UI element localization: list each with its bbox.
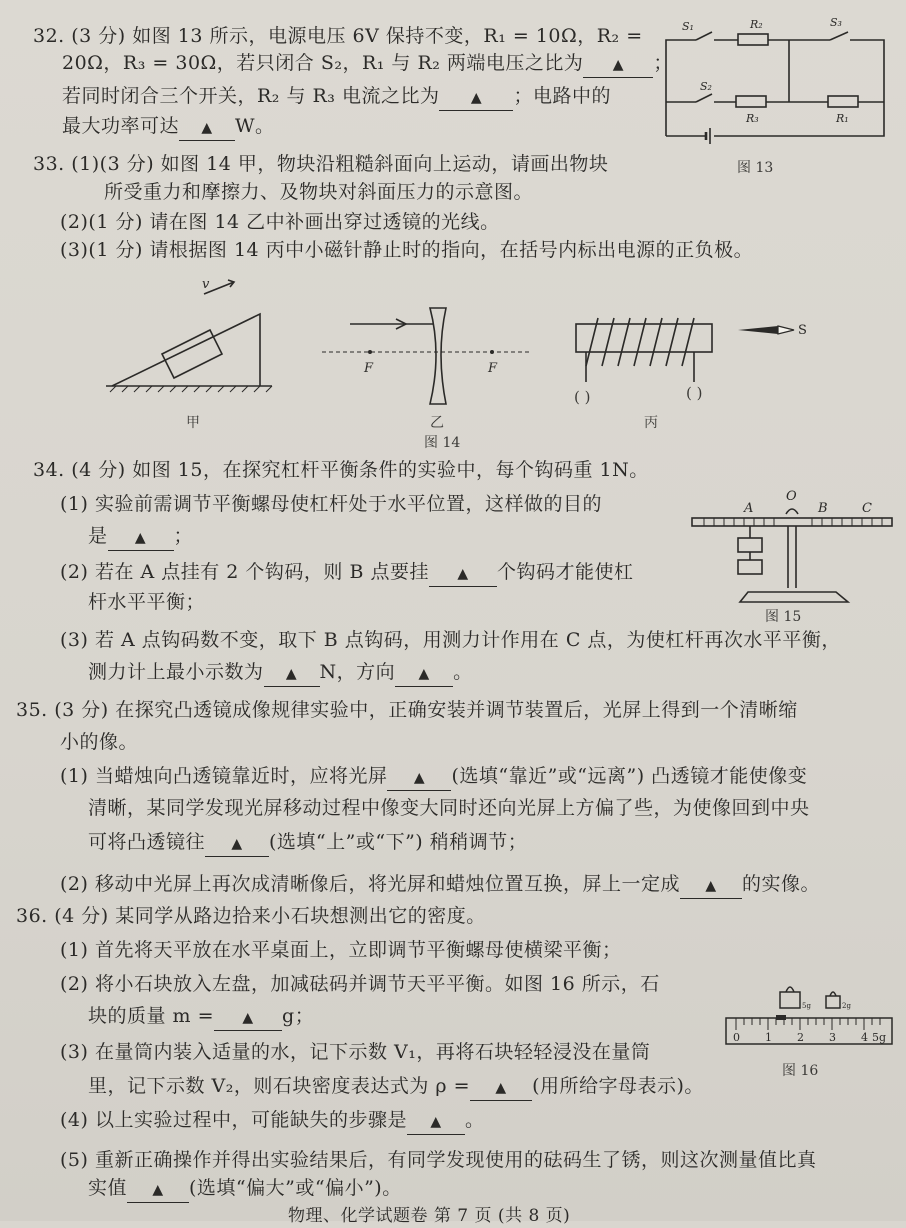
q33-line1: 33. (1)(3 分) 如图 14 甲，物块沿粗糙斜面向上运动，请画出物块: [33, 153, 609, 175]
label-s1: S₁: [682, 20, 694, 33]
q35-line1: 35. (3 分) 在探究凸透镜成像规律实验中，正确安装并调节装置后，光屏上得到一个清晰缩: [16, 699, 798, 721]
page-footer: 物理、化学试题卷 第 7 页 (共 8 页): [288, 1206, 571, 1226]
answer-blank[interactable]: ▲: [395, 660, 453, 687]
q36-line6: 里，记下示数 V₂，则石块密度表达式为 ρ = ▲ (用所给字母表示)。: [88, 1074, 704, 1101]
q36-line7: (4) 以上实验过程中，可能缺失的步骤是 ▲ 。: [60, 1108, 484, 1135]
label-s2: S₂: [700, 80, 712, 93]
q36-line8: (5) 重新正确操作并得出实验结果后，有同学发现使用的砝码生了锈，则这次测量值比真: [60, 1149, 817, 1171]
figure-14-jia-incline: [106, 274, 276, 398]
label-r2: R₂: [750, 18, 763, 31]
caption-yi: 乙: [430, 415, 444, 431]
label-r1: R₁: [836, 112, 849, 125]
q36-line5: (3) 在量筒内装入适量的水，记下示数 V₁，再将石块轻轻浸没在量筒: [60, 1041, 651, 1063]
answer-blank[interactable]: ▲: [214, 1004, 282, 1031]
q34-line2: (1) 实验前需调节平衡螺母使杠杆处于水平位置，这样做的目的: [60, 493, 602, 515]
weight-2g-label: 2g: [842, 1002, 851, 1010]
figure-16-balance: [722, 978, 898, 1058]
q35-line4: 清晰，某同学发现光屏移动过程中像变大同时还向光屏上方偏了些，为使像回到中央: [88, 797, 810, 819]
scale-tick-label: 4: [861, 1031, 868, 1044]
answer-blank[interactable]: ▲: [205, 830, 269, 857]
figure-14-caption: 图 14: [424, 435, 461, 451]
scale-tick-label: 2: [797, 1031, 804, 1044]
q36-line1: 36. (4 分) 某同学从路边拾来小石块想测出它的密度。: [16, 905, 486, 927]
answer-bracket-left[interactable]: ( ): [574, 388, 591, 406]
answer-blank[interactable]: ▲: [470, 1074, 532, 1101]
label-s3: S₃: [830, 16, 842, 29]
q36-line9: 实值 ▲ (选填“偏大”或“偏小”)。: [88, 1176, 402, 1203]
q32-line2: 20Ω，R₃ = 30Ω，若只闭合 S₂，R₁ 与 R₂ 两端电压之比为 ▲ ；: [62, 51, 673, 78]
figure-16-caption: 图 16: [782, 1063, 819, 1079]
figure-13-caption: 图 13: [737, 160, 774, 176]
answer-blank[interactable]: ▲: [264, 660, 320, 687]
q32-line1: 32. (3 分) 如图 13 所示，电源电压 6V 保持不变，R₁ = 10Ω，R₂ =: [33, 25, 643, 47]
needle-south-label: S: [798, 323, 807, 338]
answer-blank[interactable]: ▲: [680, 872, 742, 899]
q35-line2: 小的像。: [60, 731, 139, 753]
scale-tick-label: 3: [829, 1031, 836, 1044]
answer-blank[interactable]: ▲: [108, 524, 174, 551]
answer-bracket-right[interactable]: ( ): [686, 384, 703, 402]
weight-5g-label: 5g: [802, 1002, 811, 1010]
velocity-label: v: [202, 277, 210, 292]
q33-line4: (3)(1 分) 请根据图 14 丙中小磁针静止时的指向，在括号内标出电源的正负极。: [60, 239, 754, 261]
figure-14-yi-lens: [322, 300, 532, 412]
point-a-label: A: [744, 501, 754, 516]
answer-blank[interactable]: ▲: [407, 1108, 465, 1135]
q34-line5: 杆水平平衡；: [88, 591, 206, 613]
answer-blank[interactable]: ▲: [439, 84, 513, 111]
answer-blank[interactable]: ▲: [583, 51, 653, 78]
answer-blank[interactable]: ▲: [179, 114, 235, 141]
scale-tick-label: 0: [733, 1031, 740, 1044]
focal-point-left: F: [364, 361, 374, 376]
focal-point-right: F: [488, 361, 498, 376]
q33-line2: 所受重力和摩擦力、及物块对斜面压力的示意图。: [104, 181, 534, 203]
answer-blank[interactable]: ▲: [127, 1176, 189, 1203]
label-r3: R₃: [746, 112, 759, 125]
point-c-label: C: [862, 501, 872, 516]
q35-line3: (1) 当蜡烛向凸透镜靠近时，应将光屏 ▲ (选填“靠近”或“远离”) 凸透镜才能使像变: [60, 764, 807, 791]
caption-jia: 甲: [186, 415, 200, 431]
q32-line3: 若同时闭合三个开关，R₂ 与 R₃ 电流之比为 ▲ ；电路中的: [62, 84, 611, 111]
q32-line4: 最大功率可达 ▲ W。: [62, 114, 275, 141]
figure-15-lever: [690, 490, 900, 608]
q34-line3: 是 ▲ ；: [88, 524, 193, 551]
q35-line5: 可将凸透镜往 ▲ (选填“上”或“下”) 稍稍调节；: [88, 830, 527, 857]
q33-line3: (2)(1 分) 请在图 14 乙中补画出穿过透镜的光线。: [60, 211, 500, 233]
answer-blank[interactable]: ▲: [387, 764, 451, 791]
point-o-label: O: [786, 489, 797, 504]
scale-tick-label: 5g: [872, 1031, 887, 1044]
q36-line3: (2) 将小石块放入左盘，加减砝码并调节天平平衡。如图 16 所示，石: [60, 973, 660, 995]
q35-line6: (2) 移动中光屏上再次成清晰像后，将光屏和蜡烛位置互换，屏上一定成 ▲ 的实像。: [60, 872, 820, 899]
q36-line4: 块的质量 m = ▲ g；: [88, 1004, 314, 1031]
figure-15-caption: 图 15: [765, 609, 802, 625]
q36-line2: (1) 首先将天平放在水平桌面上，立即调节平衡螺母使横梁平衡；: [60, 939, 622, 961]
answer-blank[interactable]: ▲: [429, 560, 497, 587]
q34-line7: 测力计上最小示数为 ▲ N，方向 ▲ 。: [88, 660, 473, 687]
q34-line6: (3) 若 A 点钩码数不变，取下 B 点钩码，用测力计作用在 C 点，为使杠杆再次水平平衡，: [60, 629, 841, 651]
point-b-label: B: [818, 501, 828, 516]
q34-line1: 34. (4 分) 如图 15，在探究杠杆平衡条件的实验中，每个钩码重 1N。: [33, 459, 649, 481]
caption-bing: 丙: [644, 415, 658, 431]
figure-13-circuit: [658, 10, 890, 150]
q34-line4: (2) 若在 A 点挂有 2 个钩码，则 B 点要挂 ▲ 个钩码才能使杠: [60, 560, 633, 587]
scale-tick-label: 1: [765, 1031, 772, 1044]
